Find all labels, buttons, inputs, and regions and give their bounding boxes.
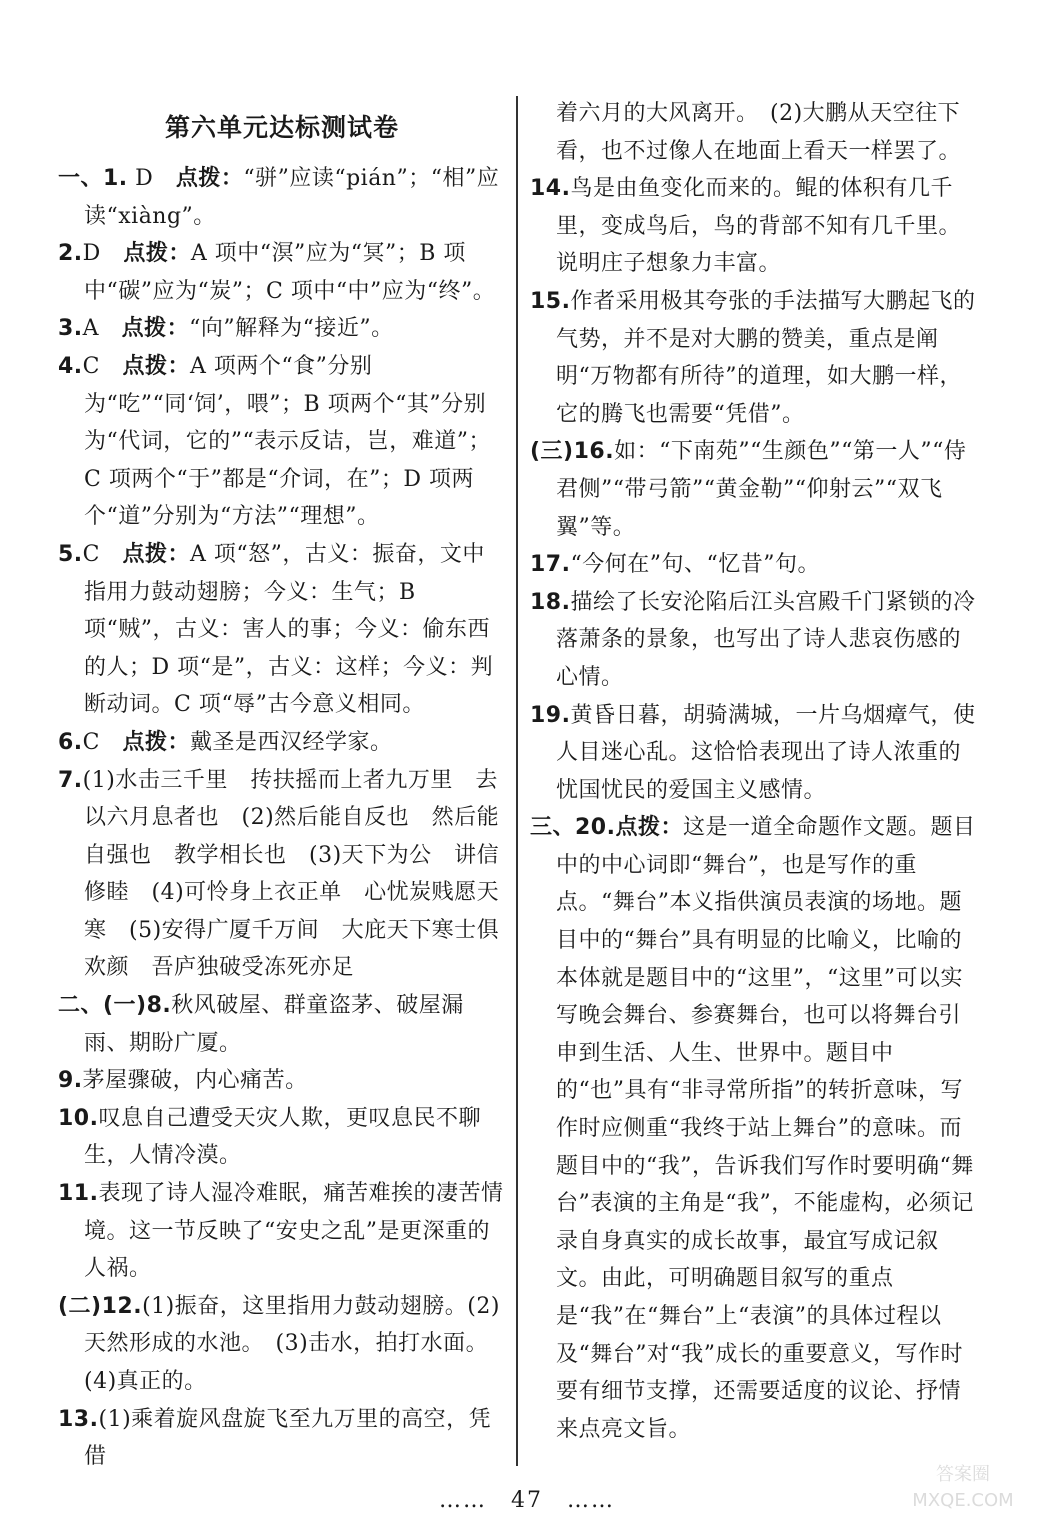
answer-item	[530, 170, 976, 283]
item-text: 作者采用极其夸张的手法描写大鹏起飞的气势，并不是对大鹏的赞美，重点是阐明“万物都有所待”的道理，如大鹏一样，它的腾飞也需要“凭借”。	[556, 288, 976, 427]
hint-text: “向”解释为“接近”。	[189, 316, 394, 342]
item-number: 17.	[530, 552, 571, 578]
hint-text: A 项两个“食”分别为“吃”“同‘饲’，喂”；B 项两个“其”分别为“代词，它的”“表示反诘，岂，难道”；C 项两个“于”都是“介词，在”；D 项两个“道”分别为“方法”“理想”。	[84, 353, 491, 530]
item-number: 9.	[58, 1068, 83, 1094]
item-text: (1)乘着旋风盘旋飞至九万里的高空，凭借	[84, 1406, 492, 1470]
item-number: (三)16.	[530, 439, 615, 465]
item-number: 5.	[58, 541, 83, 567]
right-column	[530, 95, 976, 1448]
hint-text: 这是一道全命题作文题。题目中的中心词即“舞台”，也是写作的重点。“舞台”本义指供演员表演的场地。题目中的“舞台”具有明显的比喻义，比喻的本体就是题目中的“这里”，“这里”可以实写晚会舞台、参赛舞台，也可以将舞台引申到生活、人生、世界中。题目中的“也”具有“非寻常所指”的转折意味，写作时应侧重“我终于站上舞台”的意味。而题目中的“我”，告诉我们写作时要明确“舞台”表演的主角是“我”，不能虚构，必须记录自身真实的成长故事，最宜写成记叙文。由此，可明确题目叙写的重点是“我”在“舞台”上“表演”的具体过程以及“舞台”对“我”成长的重要意义，写作时要有细节支撑，还需要适度的议论、抒情来点亮文旨。	[556, 815, 976, 1442]
item-text: C	[82, 729, 123, 755]
answer-item	[530, 584, 976, 697]
hint-label: 点拨：	[615, 815, 683, 841]
item-text: (1)振奋，这里指用力鼓动翅膀。(2)天然形成的水池。 (3)击水，拍打水面。 (4)真正的。	[84, 1293, 500, 1394]
hint-label: 点拨：	[123, 241, 191, 267]
item-number: 19.	[530, 702, 571, 728]
column-divider	[516, 96, 518, 1466]
item-text: 叹息自己遭受天灾人欺，更叹息民不聊生，人情冷漠。	[84, 1105, 481, 1169]
page-number: …… 47 ……	[439, 1488, 615, 1513]
answer-item	[58, 536, 506, 724]
left-column	[58, 160, 506, 1476]
item-text: D	[82, 241, 124, 267]
item-number: 6.	[58, 729, 83, 755]
item-text: (1)水击三千里 抟扶摇而上者九万里 去以六月息者也 (2)然后能自反也 然后能自强也 教学相长也 (3)天下为公 讲信修睦 (4)可怜身上衣正单 心忧炭贱愿天寒 (5)安得广厦千万间 大庇天下寒士俱欢颜 吾庐独破受冻死亦足	[82, 767, 500, 981]
answer-item	[58, 987, 506, 1062]
hint-text: A 项“怒”，古义：振奋，文中指用力鼓动翅膀；今义：生气；B 项“贼”，古义：害人的事；今义：偷东西的人；D 项“是”，古义：这样；今义：判断动词。C 项“辱”古今意义相同。	[84, 541, 494, 718]
item-text: 着六月的大风离开。 (2)大鹏从天空往下看，也不过像人在地面上看天一样罢了。	[556, 101, 962, 164]
answer-item	[58, 762, 506, 988]
watermark-line2: MXQE.COM	[912, 1490, 1014, 1511]
watermark-logo	[888, 1456, 1038, 1516]
item-text: 茅屋骤破，内心痛苦。	[82, 1068, 308, 1094]
answer-item	[530, 95, 976, 170]
item-number: 18.	[530, 589, 571, 615]
item-number: 15.	[530, 288, 571, 314]
hint-label: 点拨：	[122, 541, 191, 567]
answer-item	[530, 283, 976, 433]
hint-label: 点拨：	[121, 316, 190, 342]
item-number: 2.	[58, 241, 83, 267]
item-number: 三、20.	[530, 815, 616, 841]
item-number: 一、1.	[58, 166, 128, 191]
item-text: A	[82, 316, 122, 342]
answer-item	[530, 433, 976, 546]
item-number: (二)12.	[58, 1293, 143, 1319]
hint-text: A 项中“溟”应为“冥”；B 项中“碳”应为“炭”；C 项中“中”应为“终”。	[84, 241, 496, 304]
hint-label: 点拨：	[122, 729, 191, 755]
item-text: 鸟是由鱼变化而来的。鲲的体积有几千里，变成鸟后，鸟的背部不知有几千里。说明庄子想象力丰富。	[556, 176, 962, 277]
item-text: C	[82, 541, 123, 567]
item-text: D	[127, 166, 176, 191]
item-number: 11.	[58, 1181, 99, 1207]
item-text: 如：“下南苑”“生颜色”“第一人”“侍君侧”“带弓箭”“黄金勒”“仰射云”“双飞翼”等。	[556, 439, 967, 540]
item-text: 描绘了长安沦陷后江头宫殿千门紧锁的冷落萧条的景象，也写出了诗人悲哀伤感的心情。	[556, 589, 976, 690]
answer-item	[530, 697, 976, 810]
item-text: 表现了诗人湿冷难眠，痛苦难挨的凄苦情境。这一节反映了“安史之乱”是更深重的人祸。	[84, 1181, 504, 1282]
answer-item	[58, 1062, 506, 1100]
item-number: 4.	[58, 353, 83, 379]
page-title: 第六单元达标测试卷	[164, 113, 399, 142]
answer-item	[58, 1175, 506, 1288]
item-text: 秋风破屋、群童盗茅、破屋漏雨、期盼广厦。	[84, 993, 464, 1056]
item-text: “今何在”句、“忆昔”句。	[570, 552, 820, 578]
item-text: 黄昏日暮，胡骑满城，一片乌烟瘴气，使人目迷心乱。这恰恰表现出了诗人浓重的忧国忧民的爱国主义感情。	[556, 702, 976, 803]
answer-item	[58, 235, 506, 310]
watermark-line1: 答案圈	[936, 1464, 990, 1485]
answer-item	[58, 348, 506, 536]
item-number: 14.	[530, 176, 571, 202]
answer-item	[58, 160, 506, 235]
answer-item	[58, 310, 506, 348]
answer-item	[58, 1100, 506, 1175]
item-number: 3.	[58, 316, 83, 342]
answer-item	[530, 809, 976, 1448]
answer-item	[530, 546, 976, 584]
item-number: 二、(一)8.	[58, 993, 172, 1019]
hint-label: 点拨：	[122, 353, 191, 379]
answer-item	[58, 1401, 506, 1476]
item-number: 13.	[58, 1406, 99, 1432]
hint-label: 点拨：	[175, 166, 244, 191]
answer-item	[58, 1288, 506, 1401]
hint-text: 戴圣是西汉经学家。	[190, 729, 393, 755]
item-number: 7.	[58, 767, 83, 793]
item-text: C	[82, 353, 123, 379]
item-number: 10.	[58, 1105, 99, 1131]
hint-text: “骈”应读“pián”；“相”应读“xiàng”。	[84, 166, 500, 229]
answer-item	[58, 724, 506, 762]
